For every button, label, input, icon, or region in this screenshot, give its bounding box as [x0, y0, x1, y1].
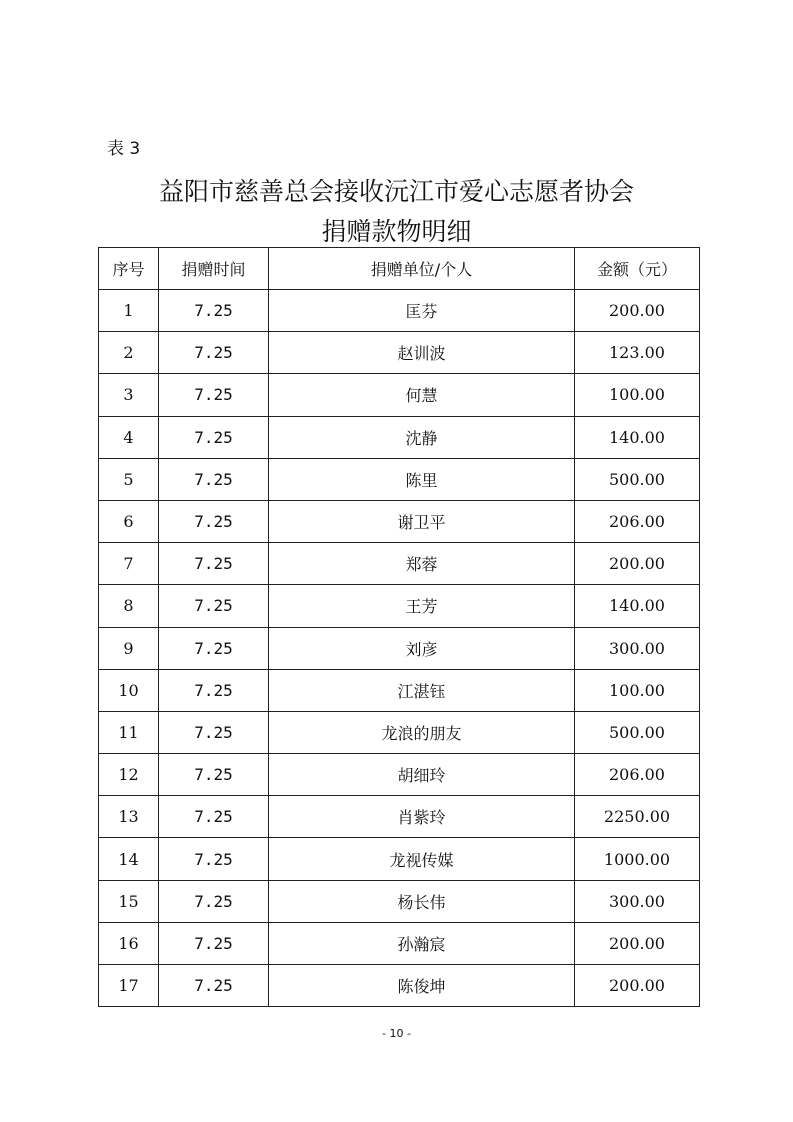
cell-no: 12 — [99, 754, 159, 796]
table-body — [99, 290, 700, 1007]
header-amount: 金额（元） — [575, 248, 700, 290]
cell-amount: 2250.00 — [575, 796, 700, 838]
cell-donor: 沈静 — [269, 416, 575, 458]
cell-amount: 123.00 — [575, 332, 700, 374]
cell-no: 5 — [99, 458, 159, 500]
cell-donor: 陈俊坤 — [269, 965, 575, 1007]
cell-no: 6 — [99, 500, 159, 542]
cell-amount: 140.00 — [575, 416, 700, 458]
table-row — [99, 500, 700, 542]
cell-date: 7.25 — [159, 458, 269, 500]
table-row — [99, 332, 700, 374]
cell-date: 7.25 — [159, 290, 269, 332]
cell-no: 1 — [99, 290, 159, 332]
cell-amount: 206.00 — [575, 754, 700, 796]
cell-donor: 陈里 — [269, 458, 575, 500]
cell-no: 2 — [99, 332, 159, 374]
cell-no: 4 — [99, 416, 159, 458]
table-row — [99, 585, 700, 627]
page-title: 益阳市慈善总会接收沅江市爱心志愿者协会 — [158, 177, 634, 206]
table-label: 表 3 — [107, 139, 141, 159]
cell-date: 7.25 — [159, 627, 269, 669]
table-row — [99, 754, 700, 796]
cell-date: 7.25 — [159, 838, 269, 880]
table-row — [99, 374, 700, 416]
cell-amount: 206.00 — [575, 500, 700, 542]
table-row — [99, 796, 700, 838]
cell-no: 3 — [99, 374, 159, 416]
cell-date: 7.25 — [159, 332, 269, 374]
cell-donor: 谢卫平 — [269, 500, 575, 542]
table-row — [99, 290, 700, 332]
table-row — [99, 838, 700, 880]
donation-table — [98, 247, 700, 1007]
table-row — [99, 965, 700, 1007]
cell-amount: 200.00 — [575, 290, 700, 332]
cell-amount: 200.00 — [575, 922, 700, 964]
cell-date: 7.25 — [159, 922, 269, 964]
header-row — [99, 248, 700, 290]
table-row — [99, 880, 700, 922]
table-row — [99, 711, 700, 753]
cell-no: 8 — [99, 585, 159, 627]
table-row — [99, 543, 700, 585]
table-row — [99, 669, 700, 711]
cell-no: 14 — [99, 838, 159, 880]
cell-amount: 1000.00 — [575, 838, 700, 880]
table-row — [99, 416, 700, 458]
header-donor: 捐赠单位/个人 — [269, 248, 575, 290]
header-no: 序号 — [99, 248, 159, 290]
cell-amount: 300.00 — [575, 880, 700, 922]
cell-donor: 龙浪的朋友 — [269, 711, 575, 753]
cell-no: 11 — [99, 711, 159, 753]
cell-no: 9 — [99, 627, 159, 669]
cell-donor: 郑蓉 — [269, 543, 575, 585]
cell-donor: 龙视传媒 — [269, 838, 575, 880]
cell-donor: 孙瀚宸 — [269, 922, 575, 964]
cell-date: 7.25 — [159, 711, 269, 753]
cell-date: 7.25 — [159, 669, 269, 711]
cell-amount: 200.00 — [575, 543, 700, 585]
cell-amount: 300.00 — [575, 627, 700, 669]
cell-amount: 500.00 — [575, 458, 700, 500]
cell-date: 7.25 — [159, 880, 269, 922]
table-row — [99, 458, 700, 500]
cell-donor: 赵训波 — [269, 332, 575, 374]
cell-no: 13 — [99, 796, 159, 838]
cell-date: 7.25 — [159, 374, 269, 416]
cell-donor: 杨长伟 — [269, 880, 575, 922]
cell-amount: 140.00 — [575, 585, 700, 627]
cell-date: 7.25 — [159, 416, 269, 458]
cell-donor: 胡细玲 — [269, 754, 575, 796]
cell-no: 17 — [99, 965, 159, 1007]
cell-donor: 肖紫玲 — [269, 796, 575, 838]
cell-no: 15 — [99, 880, 159, 922]
table-header — [99, 248, 700, 290]
cell-donor: 王芳 — [269, 585, 575, 627]
cell-amount: 200.00 — [575, 965, 700, 1007]
cell-amount: 100.00 — [575, 669, 700, 711]
cell-amount: 100.00 — [575, 374, 700, 416]
page-number: - 10 - — [382, 1027, 411, 1040]
cell-amount: 500.00 — [575, 711, 700, 753]
table-row — [99, 627, 700, 669]
header-date: 捐赠时间 — [159, 248, 269, 290]
cell-date: 7.25 — [159, 965, 269, 1007]
cell-no: 10 — [99, 669, 159, 711]
cell-date: 7.25 — [159, 585, 269, 627]
cell-date: 7.25 — [159, 543, 269, 585]
cell-date: 7.25 — [159, 796, 269, 838]
cell-no: 16 — [99, 922, 159, 964]
cell-donor: 刘彦 — [269, 627, 575, 669]
cell-no: 7 — [99, 543, 159, 585]
cell-donor: 何慧 — [269, 374, 575, 416]
cell-donor: 江湛钰 — [269, 669, 575, 711]
cell-donor: 匡芬 — [269, 290, 575, 332]
cell-date: 7.25 — [159, 754, 269, 796]
page-subtitle: 捐赠款物明细 — [321, 217, 472, 246]
table-row — [99, 922, 700, 964]
cell-date: 7.25 — [159, 500, 269, 542]
